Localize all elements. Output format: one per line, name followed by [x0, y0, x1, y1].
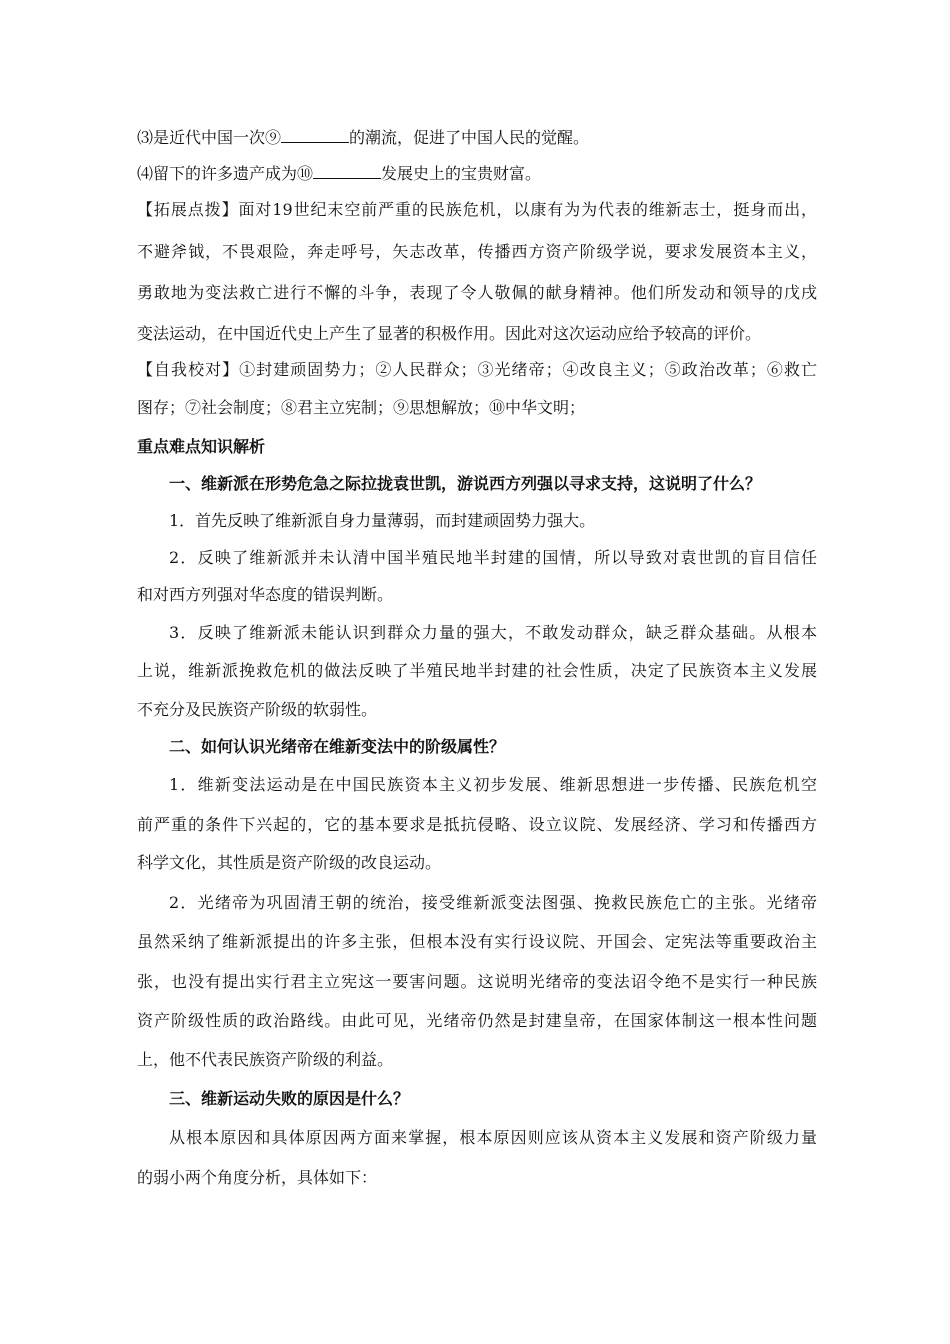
expansion-line: 勇敢地为变法救亡进行不懈的斗争，表现了令人敬佩的献身精神。他们所发动和领导的戊戌: [137, 283, 817, 302]
answer-line: 2．反映了维新派并未认清中国半殖民地半封建的国情，所以导致对袁世凯的盲目信任: [169, 548, 817, 567]
question-heading: 一、维新派在形势危急之际拉拢袁世凯，游说西方列强以寻求支持，这说明了什么？: [169, 474, 762, 493]
expansion-line: 【拓展点拨】面对19世纪末空前严重的民族危机，以康有为为代表的维新志士，挺身而出，: [137, 200, 817, 219]
answer-line: 不充分及民族资产阶级的软弱性。: [137, 700, 378, 719]
expansion-line: 变法运动，在中国近代史上产生了显著的积极作用。因此对这次运动应给予较高的评价。: [137, 324, 762, 343]
fill-item-text: ⑶是近代中国一次⑨: [137, 128, 282, 147]
answer-line: 从根本原因和具体原因两方面来掌握，根本原因则应该从资本主义发展和资产阶级力量: [169, 1128, 817, 1147]
fill-item-9: [137, 128, 817, 148]
answer-line: 前严重的条件下兴起的，它的基本要求是抵抗侵略、设立议院、发展经济、学习和传播西方: [137, 815, 817, 834]
answer-line: 科学文化，其性质是资产阶级的改良运动。: [137, 853, 442, 872]
answer-blank[interactable]: [281, 128, 349, 143]
answer-line: 张，也没有提出实行君主立宪这一要害问题。这说明光绪帝的变法诏令绝不是实行一种民族: [137, 972, 817, 991]
answer-line: 资产阶级性质的政治路线。由此可见，光绪帝仍然是封建皇帝，在国家体制这一根本性问题: [137, 1011, 817, 1030]
fill-item-text: ⑷留下的许多遗产成为⑩: [137, 164, 314, 183]
answer-line: 和对西方列强对华态度的错误判断。: [137, 585, 394, 604]
answer-line: 虽然采纳了维新派提出的许多主张，但根本没有实行设议院、开国会、定宪法等重要政治主: [137, 932, 817, 951]
fill-item-text: 发展史上的宝贵财富。: [381, 164, 542, 183]
self-check-line: 【自我校对】①封建顽固势力；②人民群众；③光绪帝；④改良主义；⑤政治改革；⑥救亡: [137, 360, 817, 379]
answer-line: 上，他不代表民族资产阶级的利益。: [137, 1050, 394, 1069]
answer-blank[interactable]: [313, 164, 381, 179]
question-heading: 二、如何认识光绪帝在维新变法中的阶级属性？: [169, 737, 506, 756]
answer-line: 的弱小两个角度分析，具体如下：: [137, 1168, 378, 1187]
fill-item-text: 的潮流，促进了中国人民的觉醒。: [349, 128, 590, 147]
answer-line: 上说，维新派挽救危机的做法反映了半殖民地半封建的社会性质，决定了民族资本主义发展: [137, 661, 817, 680]
answer-line: 1．首先反映了维新派自身力量薄弱，而封建顽固势力强大。: [169, 511, 596, 530]
answer-line: 2．光绪帝为巩固清王朝的统治，接受维新派变法图强、挽救民族危亡的主张。光绪帝: [169, 893, 817, 912]
expansion-line: 不避斧钺，不畏艰险，奔走呼号，矢志改革，传播西方资产阶级学说，要求发展资本主义，: [137, 242, 817, 261]
answer-line: 3．反映了维新派未能认识到群众力量的强大，不敢发动群众，缺乏群众基础。从根本: [169, 623, 817, 642]
answer-line: 1．维新变法运动是在中国民族资本主义初步发展、维新思想进一步传播、民族危机空: [169, 775, 817, 794]
question-heading: 三、维新运动失败的原因是什么？: [169, 1089, 410, 1108]
fill-item-10: [137, 164, 817, 184]
self-check-line: 图存；⑦社会制度；⑧君主立宪制；⑨思想解放；⑩中华文明；: [137, 398, 586, 417]
section-title: 重点难点知识解析: [137, 437, 266, 456]
